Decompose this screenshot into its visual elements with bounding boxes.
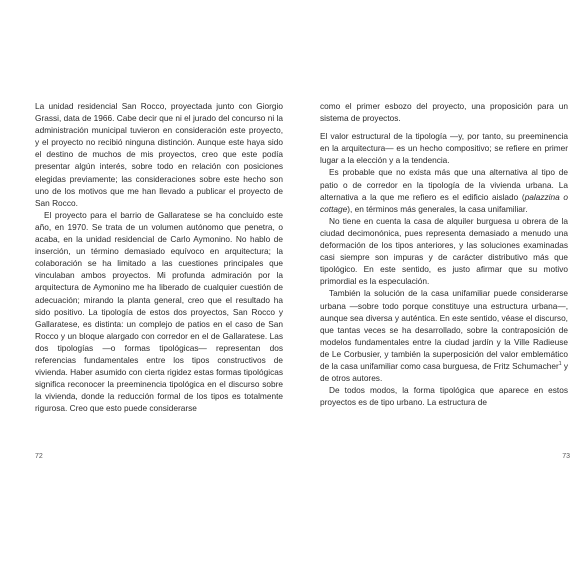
page-number: 72 <box>35 453 43 460</box>
right-page-text <box>320 100 568 408</box>
paragraph <box>320 166 568 214</box>
paragraph: El valor estructural de la tipología —y, por tanto, su preeminencia en la arquitectura— es un hecho compositivo; se refiere en primer lugar a la elección y a la tendencia. <box>320 131 568 166</box>
footnote-marker[interactable]: 1 <box>558 361 562 368</box>
page-number: 73 <box>562 453 570 460</box>
paragraph: La unidad residencial San Rocco, proyectada junto con Giorgio Grassi, data de 1966. Cabe decir que ni el jurado del concurso ni la administración municipal tuvieron en consideración este proyecto, y el proyecto no recibió ninguna distinción. Aunque este haya sido el destino de muchos de mis proyectos, creo que este podía presentar algún interés, sobre todo en relación con posiciones elegidas previamente; las consideraciones sobre este hecho son uno de los motivos que me han llevado a publicar el proyecto de San Rocco. <box>35 101 283 208</box>
right-page <box>320 0 570 570</box>
paragraph-text: También la solución de la casa unifamiliar puede considerarse urbana —sobre todo porque constituye una estructura urbana—, aunque sea diversa y auténtica. En este sentido, véase el discurso, que tantas veces se ha desarrollado, sobre la contraposición de modelos fundamentales entre la ciudad jardín y la Ville Radieuse de Le Corbusier, y también la superposición del valor emblemático de la casa unifamiliar como casa burguesa, de Fritz Schumacher <box>320 288 568 371</box>
left-page <box>35 0 285 570</box>
paragraph: como el primer esbozo del proyecto, una proposición para un sistema de proyectos. <box>320 101 568 124</box>
italic-term: palazzina o cottage <box>320 191 568 214</box>
paragraph: De todos modos, la forma tipológica que aparece en estos proyectos es de tipo urbano. La estructura de <box>320 385 568 408</box>
left-page-text <box>35 100 283 414</box>
paragraph: El proyecto para el barrio de Gallaratese se ha concluido este año, en 1970. Se trata de un volumen autónomo que penetra, o acaba, en la unidad residencial de Carlo Aymonino. No hablo de inserción, un término demasiado equívoco en arquitectura; la colaboración se ha limitado a las cuestiones principales que vinculaban ambos proyectos. Mi profunda admiración por la arquitectura de Aymonino me ha liberado de cualquier cuestión de adecuación; mirando la planta general, creo que el resultado ha sido positivo. La tipología de estos dos proyectos, San Rocco y Gallaratese, es distinta: un complejo de patios en el caso de San Rocco y un bloque alargado con corredor en el de Gallaratese. Las dos tipologías —o formas tipológicas— representan dos referencias fundamentales entre los tipos constructivos de vivienda. Haber asumido con cierta rigidez estas formas tipológicas significa reconocer la preeminencia tipológica en el discurso sobre la vivienda, donde la reducción formal de los tipos es totalmente rigurosa. Creo que esto puede considerarse <box>35 209 283 414</box>
paragraph-text: Es probable que no exista más que una alternativa al tipo de patio o de corredor en la tipología de la vivienda urbana. La alternativa a la que me refiero es el edificio aislado ( <box>320 167 568 202</box>
paragraph-text: y de otros autores. <box>320 360 568 384</box>
paragraph-text: ), en términos más generales, la casa unifamiliar. <box>347 203 528 214</box>
paragraph <box>320 287 568 384</box>
paragraph: No tiene en cuenta la casa de alquiler burguesa u obrera de la ciudad decimonónica, pues representa demasiado a menudo una deformación de los tipos anteriores, y las soluciones examinadas casi siempre son impuras y de carácter distributivo más que tipológico. En este sentido, es justo afirmar que su motivo primordial es la especulación. <box>320 215 568 287</box>
